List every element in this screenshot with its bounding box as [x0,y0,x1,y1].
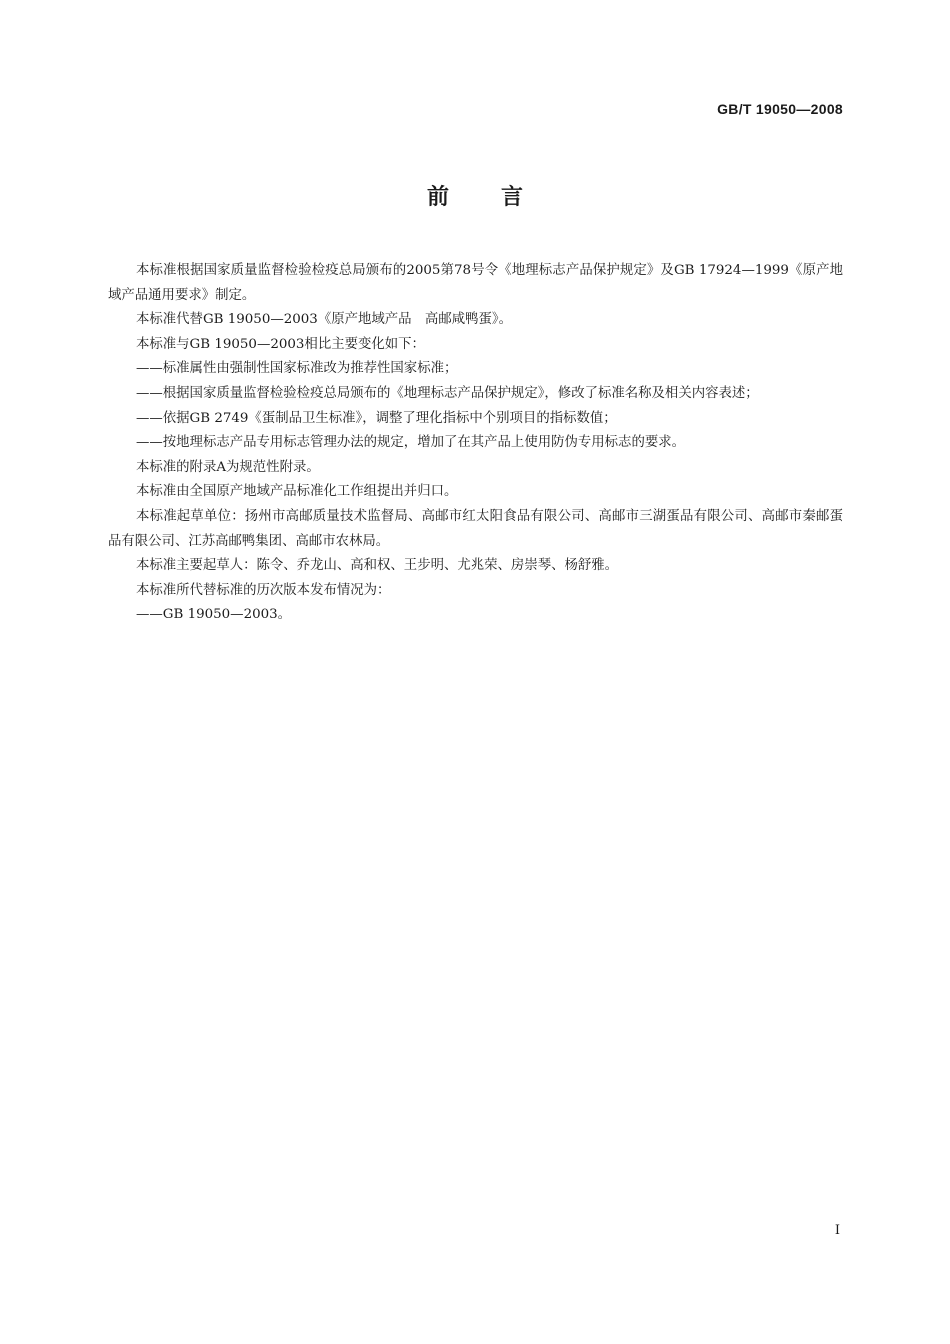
paragraph-basis: 本标准根据国家质量监督检验检疫总局颁布的2005第78号令《地理标志产品保护规定》及GB 17924—1999《原产地域产品通用要求》制定。 [108,263,843,303]
paragraph-drafters: 本标准主要起草人：陈令、乔龙山、高和权、王步明、尤兆荣、房崇琴、杨舒雅。 [136,558,619,574]
history-item: ——GB 19050—2003。 [136,607,292,623]
change-item: ——根据国家质量监督检验检疫总局颁布的《地理标志产品保护规定》，修改了标准名称及相关内容表述； [136,385,759,401]
change-item: ——按地理标志产品专用标志管理办法的规定，增加了在其产品上使用防伪专用标志的要求。 [136,435,686,451]
paragraph-history-intro: 本标准所代替标准的历次版本发布情况为： [136,582,391,598]
standard-code: GB/T 19050—2008 [717,101,843,117]
paragraph-changes-intro: 本标准与GB 19050—2003相比主要变化如下： [136,336,425,352]
paragraph-replaces: 本标准代替GB 19050—2003《原产地域产品 高邮咸鸭蛋》。 [136,312,512,328]
change-item: ——依据GB 2749《蛋制品卫生标准》，调整了理化指标中个别项目的指标数值； [136,410,617,426]
page-title: 前言 [426,185,575,210]
document-body [108,259,843,628]
change-item: ——标准属性由强制性国家标准改为推荐性国家标准； [136,361,458,377]
paragraph-annex: 本标准的附录A为规范性附录。 [136,459,320,475]
paragraph-drafting-units: 本标准起草单位：扬州市高邮质量技术监督局、高邮市红太阳食品有限公司、高邮市三湖蛋品有限公司、高邮市秦邮蛋品有限公司、江苏高邮鸭集团、高邮市农林局。 [108,508,843,549]
page-number: I [834,1223,840,1238]
paragraph-proposer: 本标准由全国原产地域产品标准化工作组提出并归口。 [136,484,458,500]
